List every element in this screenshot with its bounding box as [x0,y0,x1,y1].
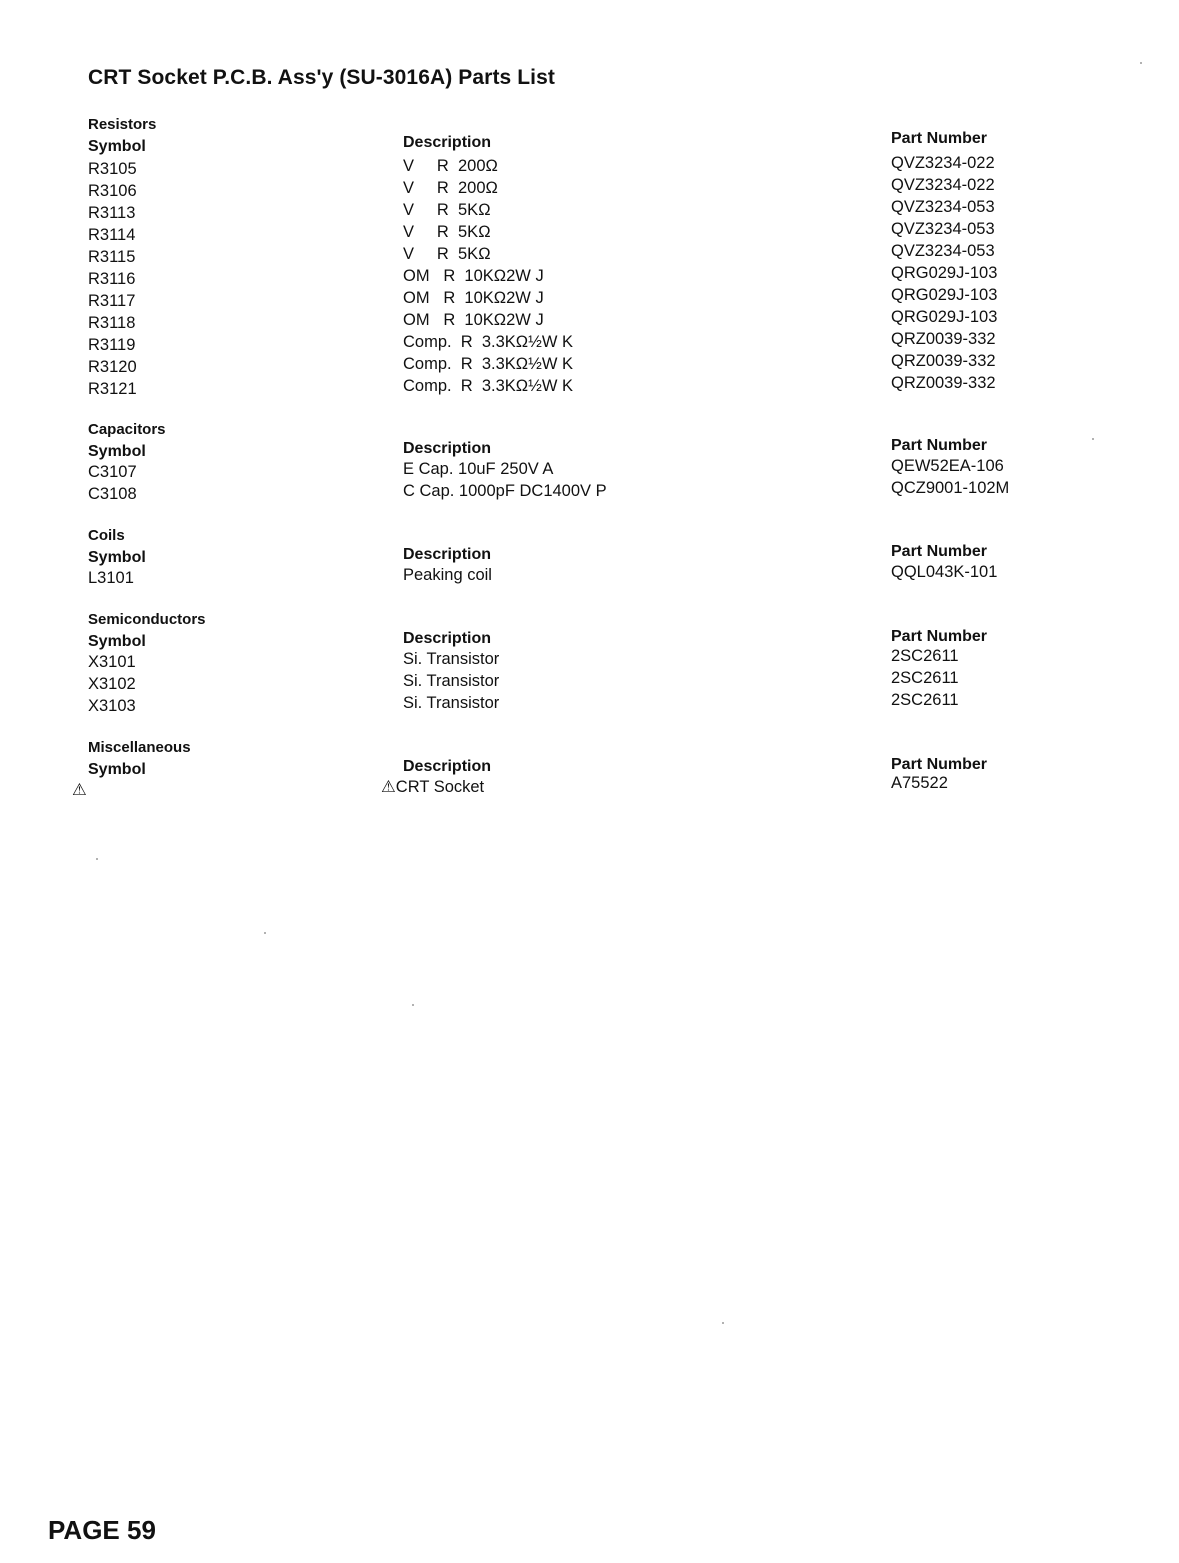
part-number-header: Part Number [891,543,988,560]
part-symbol: X3102 [88,675,136,693]
table-row [0,479,1179,507]
part-number: 2SC2611 [891,669,959,687]
scan-speck [264,932,266,934]
description-header: Description [403,440,492,457]
table-row [0,176,1179,204]
table-row [0,374,1179,402]
part-description: Si. Transistor [403,650,500,668]
symbol-header: Symbol [88,138,146,155]
part-description: V R 5KΩ [403,223,491,241]
part-description: C Cap. 1000pF DC1400V P [403,482,607,500]
part-number: 2SC2611 [891,647,959,665]
symbol-header: Symbol [88,443,146,460]
part-number-header: Part Number [891,130,988,147]
part-description: Si. Transistor [403,672,500,690]
part-symbol: R3118 [88,314,136,332]
part-symbol: R3106 [88,182,137,200]
category-heading: Coils [88,527,125,544]
part-description: OM R 10KΩ2W J [403,267,544,285]
part-description: E Cap. 10uF 250V A [403,460,554,478]
part-number: 2SC2611 [891,691,959,709]
symbol-header: Symbol [88,633,146,650]
part-description: V R 5KΩ [403,201,491,219]
part-symbol: L3101 [88,569,134,587]
description-header: Description [403,134,492,151]
part-symbol: C3108 [88,485,137,503]
table-row [0,774,1179,802]
table-row [0,198,1179,226]
category-heading: Resistors [88,116,157,133]
part-description: Peaking coil [403,566,492,584]
part-description: ⚠CRT Socket [381,778,485,796]
part-description: Comp. R 3.3KΩ½W K [403,355,574,373]
table-row [0,220,1179,248]
part-description: V R 200Ω [403,157,498,175]
description-header: Description [403,630,492,647]
part-symbol: R3121 [88,380,137,398]
part-number: QRZ0039-332 [891,330,996,348]
part-description: OM R 10KΩ2W J [403,289,544,307]
part-number: QVZ3234-053 [891,242,995,260]
table-row [0,264,1179,292]
table-row [0,330,1179,358]
part-description: Comp. R 3.3KΩ½W K [403,333,574,351]
table-row [0,242,1179,270]
part-description: V R 5KΩ [403,245,491,263]
table-row [0,563,1179,591]
category-heading: Semiconductors [88,611,206,628]
scan-speck [722,1322,724,1324]
part-symbol: R3119 [88,336,136,354]
table-row [0,286,1179,314]
part-description: Comp. R 3.3KΩ½W K [403,377,574,395]
part-symbol: R3120 [88,358,137,376]
part-number: QRZ0039-332 [891,374,996,392]
symbol-header: Symbol [88,761,146,778]
table-row [0,669,1179,697]
part-number: A75522 [891,774,948,792]
part-symbol: R3115 [88,248,136,266]
part-number: QRZ0039-332 [891,352,996,370]
description-header: Description [403,546,492,563]
part-number: QCZ9001-102M [891,479,1010,497]
part-number: QVZ3234-022 [891,154,995,172]
part-number: QQL043K-101 [891,563,998,581]
part-number: QVZ3234-022 [891,176,995,194]
part-description: Si. Transistor [403,694,500,712]
part-description: V R 200Ω [403,179,498,197]
scan-speck [1140,62,1142,64]
part-number: QRG029J-103 [891,286,998,304]
part-symbol: R3114 [88,226,136,244]
page-number: PAGE 59 [48,1515,156,1545]
scan-speck [96,858,98,860]
part-symbol: C3107 [88,463,137,481]
part-number-header: Part Number [891,437,988,454]
part-symbol: X3103 [88,697,136,715]
warning-icon: ⚠ [72,781,87,799]
table-row [0,691,1179,719]
table-row [0,647,1179,675]
scan-speck [412,1004,414,1006]
part-number-header: Part Number [891,756,988,773]
scan-speck [1092,438,1094,440]
part-number-header: Part Number [891,628,988,645]
description-header: Description [403,758,492,775]
part-symbol: R3116 [88,270,136,288]
category-heading: Capacitors [88,421,166,438]
page-title: CRT Socket P.C.B. Ass'y (SU-3016A) Parts List [88,66,555,89]
part-symbol: R3105 [88,160,137,178]
table-row [0,308,1179,336]
part-symbol: R3113 [88,204,136,222]
part-description: OM R 10KΩ2W J [403,311,544,329]
table-row [0,352,1179,380]
part-number: QRG029J-103 [891,264,998,282]
part-number: QVZ3234-053 [891,198,995,216]
part-number: QRG029J-103 [891,308,998,326]
part-symbol: X3101 [88,653,136,671]
part-number: QEW52EA-106 [891,457,1004,475]
category-heading: Miscellaneous [88,739,191,756]
part-number: QVZ3234-053 [891,220,995,238]
table-row [0,154,1179,182]
part-symbol: R3117 [88,292,136,310]
symbol-header: Symbol [88,549,146,566]
